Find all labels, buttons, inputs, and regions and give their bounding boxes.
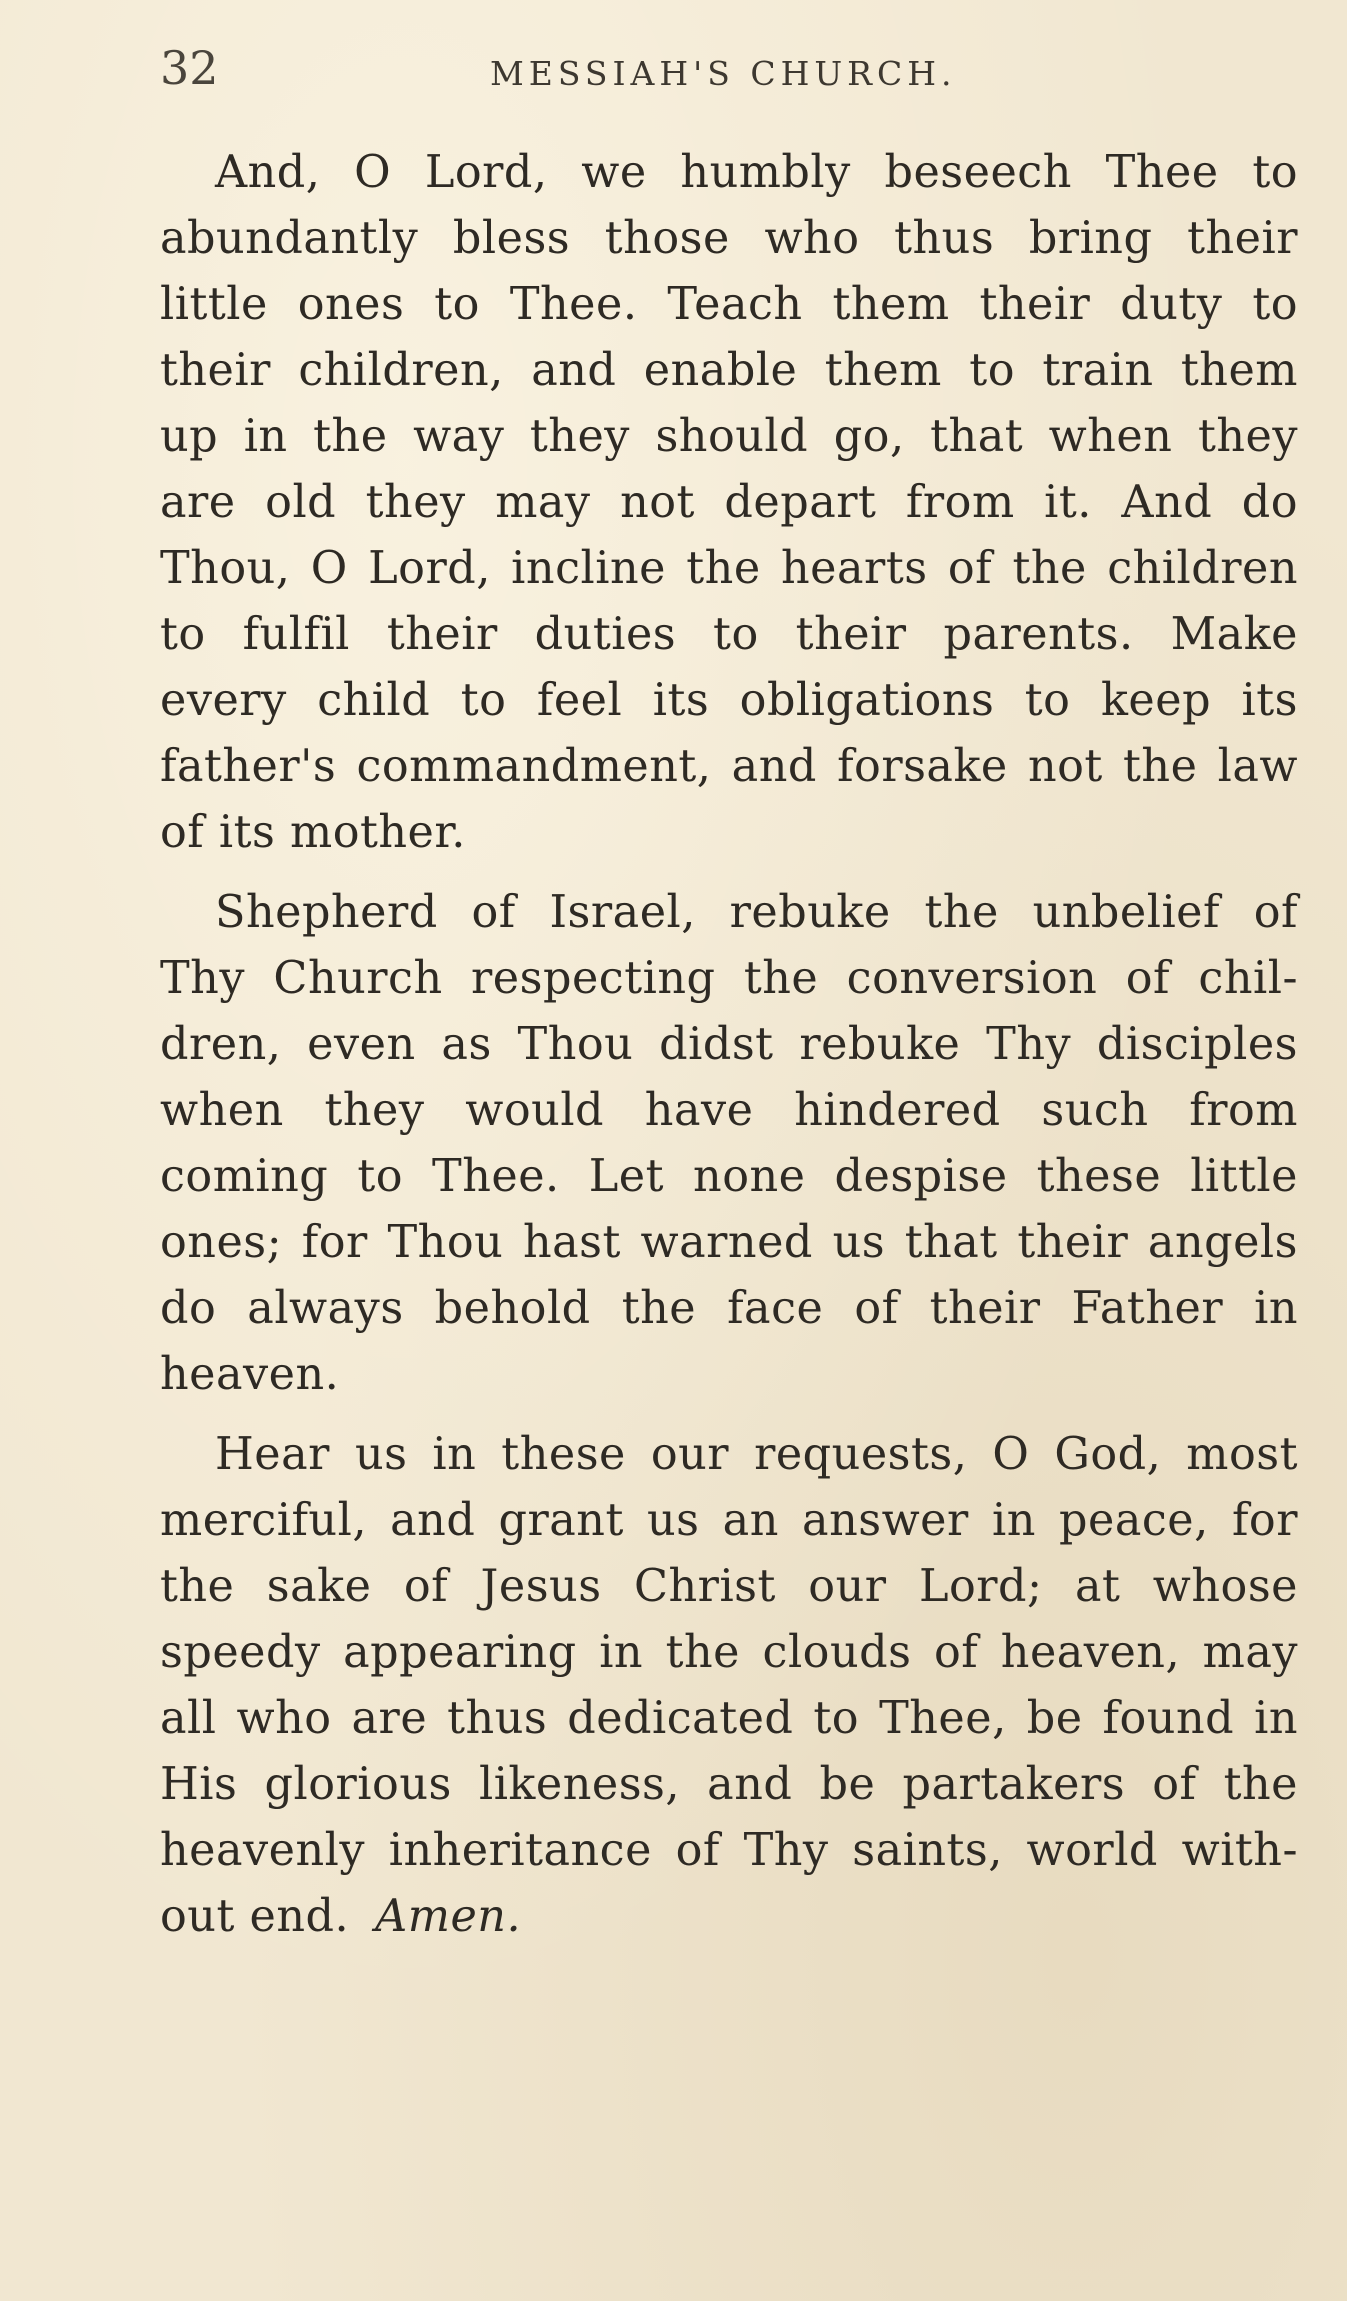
page-number: 32: [160, 41, 219, 95]
text-line: all who are thus dedicated to Thee, be found in: [160, 1693, 1298, 1744]
text-line: heaven.: [160, 1349, 340, 1400]
text-line: Shepherd of Israel, rebuke the unbelief of: [215, 887, 1298, 938]
text-line: out end.: [160, 1891, 350, 1942]
text-line: Hear us in these our requests, O God, most: [215, 1429, 1298, 1480]
text-line: do always behold the face of their Father in: [160, 1283, 1298, 1334]
text-line: Thou, O Lord, incline the hearts of the children: [160, 543, 1298, 594]
text-line: father's commandment, and forsake not the law: [160, 741, 1298, 792]
text-line: heavenly inheritance of Thy saints, world with-: [160, 1825, 1298, 1876]
text-line: And, O Lord, we humbly beseech Thee to: [215, 147, 1298, 198]
text-line: when they would have hindered such from: [160, 1085, 1298, 1136]
text-line: dren, even as Thou didst rebuke Thy disciples: [160, 1019, 1298, 1070]
running-title: MESSIAH'S CHURCH.: [490, 54, 957, 93]
text-line: up in the way they should go, that when they: [160, 411, 1298, 462]
amen-closing: Amen.: [375, 1891, 522, 1942]
body-text: [160, 140, 1298, 1964]
text-line: ones; for Thou hast warned us that their angels: [160, 1217, 1298, 1268]
closing-line: [160, 1884, 1298, 1950]
text-line: little ones to Thee. Teach them their duty to: [160, 279, 1298, 330]
text-line: coming to Thee. Let none despise these little: [160, 1151, 1298, 1202]
paragraph-2: [160, 880, 1298, 1408]
text-line: abundantly bless those who thus bring their: [160, 213, 1298, 264]
text-line: His glorious likeness, and be partakers of the: [160, 1759, 1298, 1810]
paragraph-1: [160, 140, 1298, 866]
text-line: speedy appearing in the clouds of heaven, may: [160, 1627, 1298, 1678]
text-line: merciful, and grant us an answer in peace, for: [160, 1495, 1298, 1546]
text-line: their children, and enable them to train them: [160, 345, 1298, 396]
text-line: Thy Church respecting the conversion of chil-: [160, 953, 1298, 1004]
text-line: of its mother.: [160, 807, 466, 858]
text-line: are old they may not depart from it. And do: [160, 477, 1298, 528]
paragraph-3: [160, 1422, 1298, 1950]
text-line: every child to feel its obligations to keep its: [160, 675, 1298, 726]
running-head: [160, 38, 1200, 98]
text-line: the sake of Jesus Christ our Lord; at whose: [160, 1561, 1298, 1612]
text-line: to fulfil their duties to their parents. Make: [160, 609, 1298, 660]
